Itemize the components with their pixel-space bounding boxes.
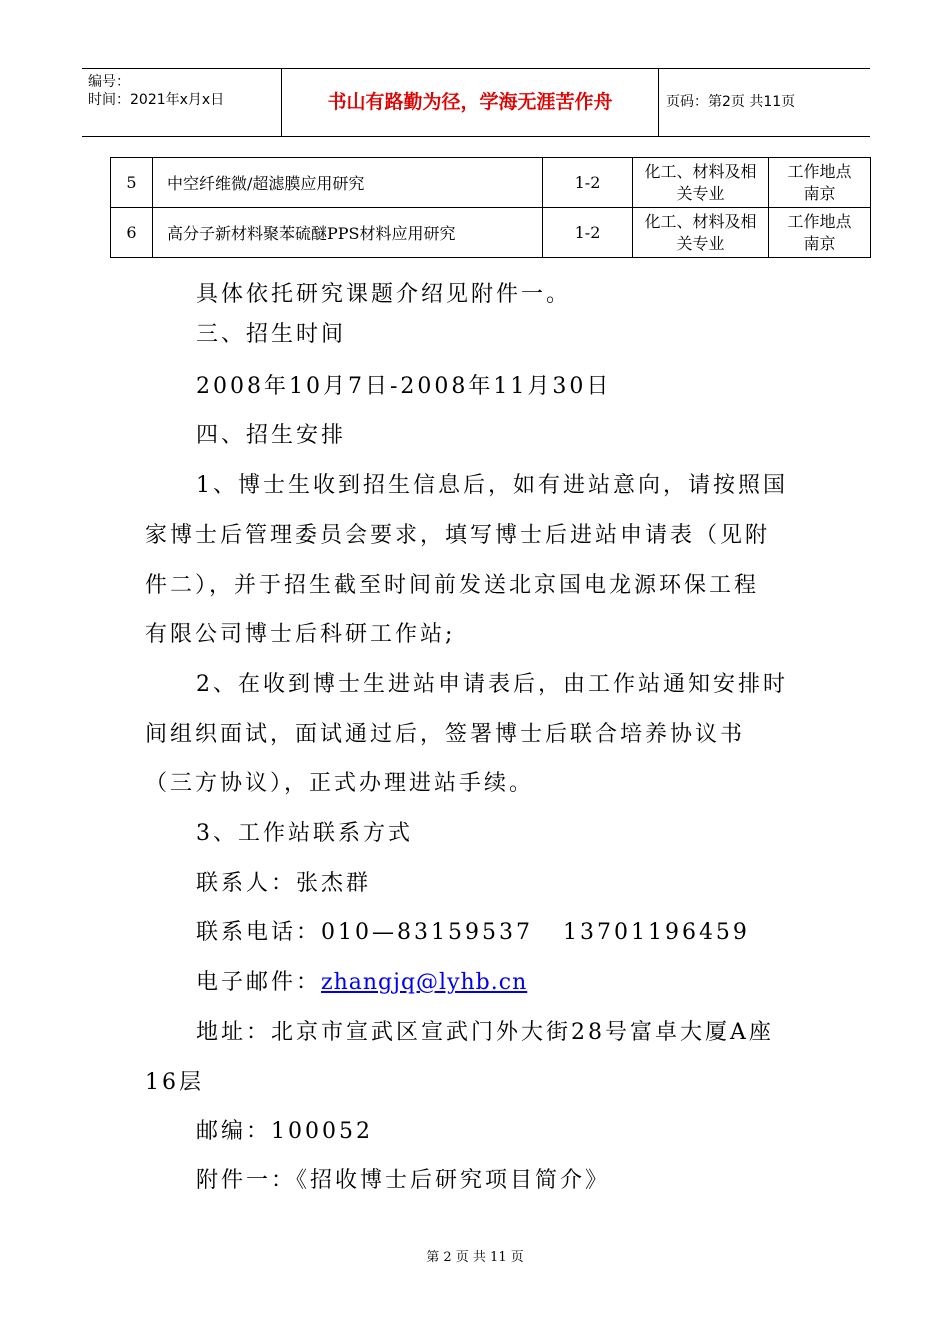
paragraph-topic-reference: 具体依托研究课题介绍见附件一。: [196, 282, 572, 307]
contact-person-name: 张杰群: [296, 871, 372, 896]
enrollment-period: 2008年10月7日-2008年11月30日: [196, 374, 612, 399]
row-location-line: 南京: [803, 233, 836, 253]
paragraph-line: 2、在收到博士生进站申请表后，由工作站通知安排时: [196, 672, 788, 697]
row-major-line: 关专业: [676, 233, 725, 253]
row-location: [769, 158, 871, 208]
row-count: 1-2: [543, 158, 633, 208]
address-line: 16层: [145, 1070, 204, 1095]
row-major-line: 化工、材料及相: [644, 211, 757, 231]
contact-phone: [196, 918, 750, 948]
section-heading-enrollment-time: 三、招生时间: [196, 322, 347, 347]
attachment-reference: 附件一：《招收博士后研究项目简介》: [196, 1168, 611, 1193]
paragraph-line: 家博士后管理委员会要求，填写博士后进站申请表（见附: [145, 523, 771, 548]
address-line: 地址：北京市宣武区宣武门外大街28号富卓大厦A座: [196, 1020, 774, 1045]
row-number: 5: [111, 158, 153, 208]
contact-email: [196, 968, 527, 998]
contact-phone-label: 联系电话：: [196, 920, 322, 945]
paragraph-line: 有限公司博士后科研工作站;: [145, 622, 456, 647]
row-major-line: 化工、材料及相: [644, 161, 757, 181]
row-number: 6: [111, 208, 153, 258]
document-time-label: 时间：2021年x月x日: [88, 92, 225, 108]
row-topic: 高分子新材料聚苯硫醚PPS材料应用研究: [153, 208, 543, 258]
paragraph-line: （三方协议），正式办理进站手续。: [145, 771, 535, 796]
section-heading-arrangement: 四、招生安排: [196, 423, 347, 448]
row-major-line: 关专业: [676, 183, 725, 203]
row-major: [633, 158, 769, 208]
header-meta: [82, 69, 282, 136]
contact-phone-numbers: 010—83159537 13701196459: [321, 920, 750, 945]
research-topics-table: [110, 157, 871, 258]
paragraph-line: 件二），并于招生截至时间前发送北京国电龙源环保工程: [145, 573, 760, 598]
contact-email-label: 电子邮件：: [196, 970, 322, 995]
header-motto: 书山有路勤为径，学海无涯苦作舟: [282, 69, 659, 136]
row-location-line: 南京: [803, 183, 836, 203]
row-major: [633, 208, 769, 258]
page-header: [82, 68, 870, 137]
row-count: 1-2: [543, 208, 633, 258]
postal-code: 邮编：100052: [196, 1119, 373, 1144]
paragraph-line: 1、博士生收到招生信息后，如有进站意向，请按照国: [196, 473, 788, 498]
row-location: [769, 208, 871, 258]
table-row: [111, 208, 871, 258]
section-heading-contact: 3、工作站联系方式: [196, 821, 413, 846]
email-link[interactable]: zhangjq@lyhb.cn: [321, 970, 528, 995]
contact-person: [196, 869, 371, 899]
document-number-label: 编号：: [88, 74, 130, 90]
header-page-label: 页码：第2页 共11页: [666, 94, 796, 110]
table-row: [111, 158, 871, 208]
row-topic: 中空纤维微/超滤膜应用研究: [153, 158, 543, 208]
contact-person-label: 联系人：: [196, 871, 297, 896]
row-location-line: 工作地点: [787, 161, 852, 181]
page-footer: 第 2 页 共 11 页: [426, 1250, 524, 1265]
paragraph-line: 间组织面试，面试通过后，签署博士后联合培养协议书: [145, 722, 746, 747]
row-location-line: 工作地点: [787, 211, 852, 231]
